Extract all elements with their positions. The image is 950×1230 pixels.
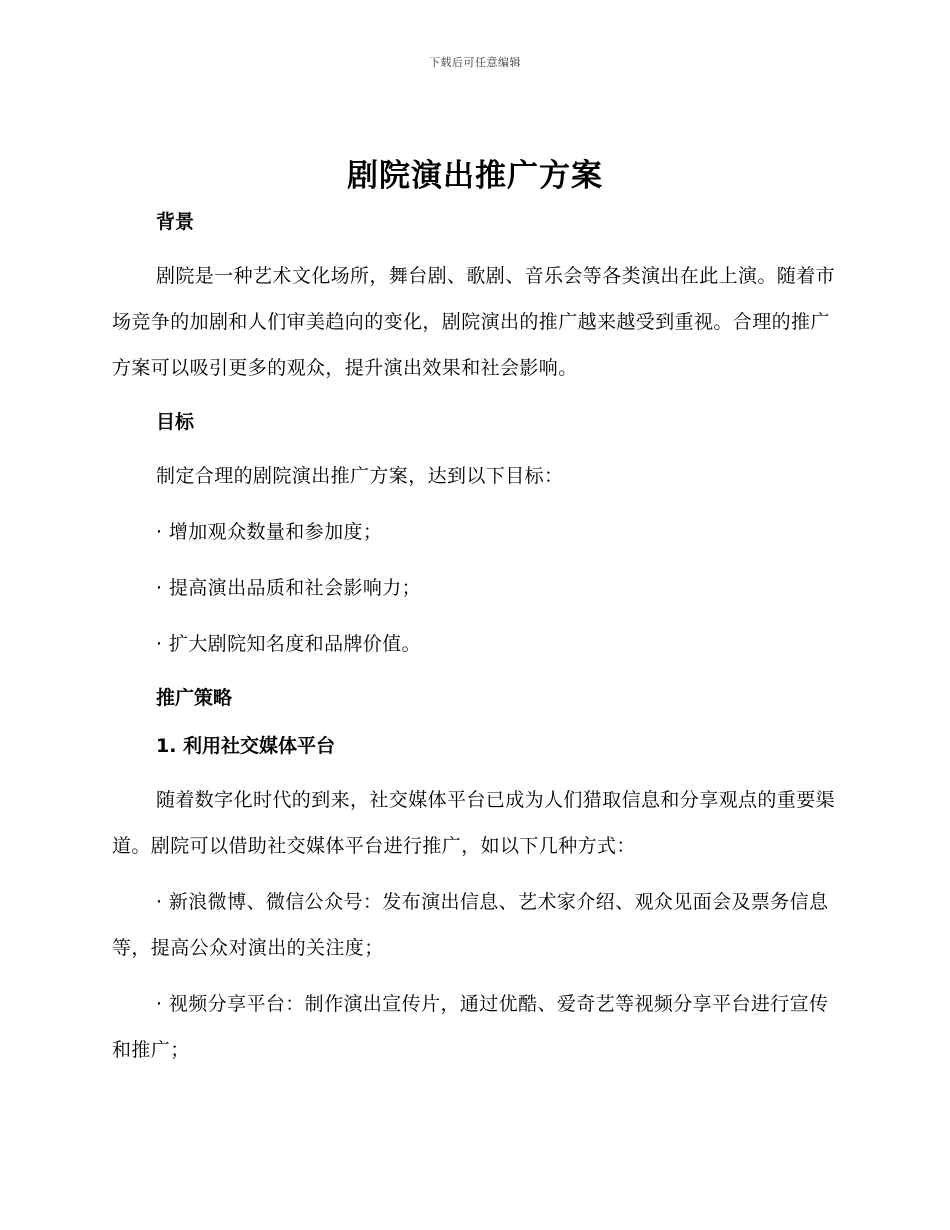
goal-item-2: · 提高演出品质和社会影响力； [156, 577, 422, 599]
header-note: 下载后可任意编辑 [429, 56, 521, 69]
goal-item-1: · 增加观众数量和参加度； [156, 521, 383, 543]
strategy-1-item-2: · 视频分享平台：制作演出宣传片，通过优酷、爱奇艺等视频分享平台进行宣传和推广； [112, 993, 829, 1061]
goal-item-3: · 扩大剧院知名度和品牌价值。 [156, 633, 422, 655]
strategy-1-heading: 1. 利用社交媒体平台 [156, 735, 336, 757]
paragraph-strategy-1: 随着数字化时代的到来，社交媒体平台已成为人们猎取信息和分享观点的重要渠道。剧院可以借助社交媒体平台进行推广，如以下几种方式： [112, 789, 836, 857]
strategy-1-item-1: · 新浪微博、微信公众号：发布演出信息、艺术家介绍、观众见面会及票务信息等，提高公众对演出的关注度； [112, 891, 829, 959]
paragraph-goal-intro: 制定合理的剧院演出推广方案，达到以下目标： [156, 465, 564, 487]
paragraph-background: 剧院是一种艺术文化场所，舞台剧、歌剧、音乐会等各类演出在此上演。随着市场竞争的加剧和人们审美趋向的变化，剧院演出的推广越来越受到重视。合理的推广方案可以吸引更多的观众，提升演出效果和社会影响。 [112, 265, 836, 379]
section-heading-strategy: 推广策略 [156, 687, 233, 709]
section-heading-background: 背景 [156, 211, 195, 233]
document-title: 剧院演出推广方案 [347, 158, 603, 194]
section-heading-goal: 目标 [156, 411, 195, 433]
document-body [112, 205, 838, 1073]
